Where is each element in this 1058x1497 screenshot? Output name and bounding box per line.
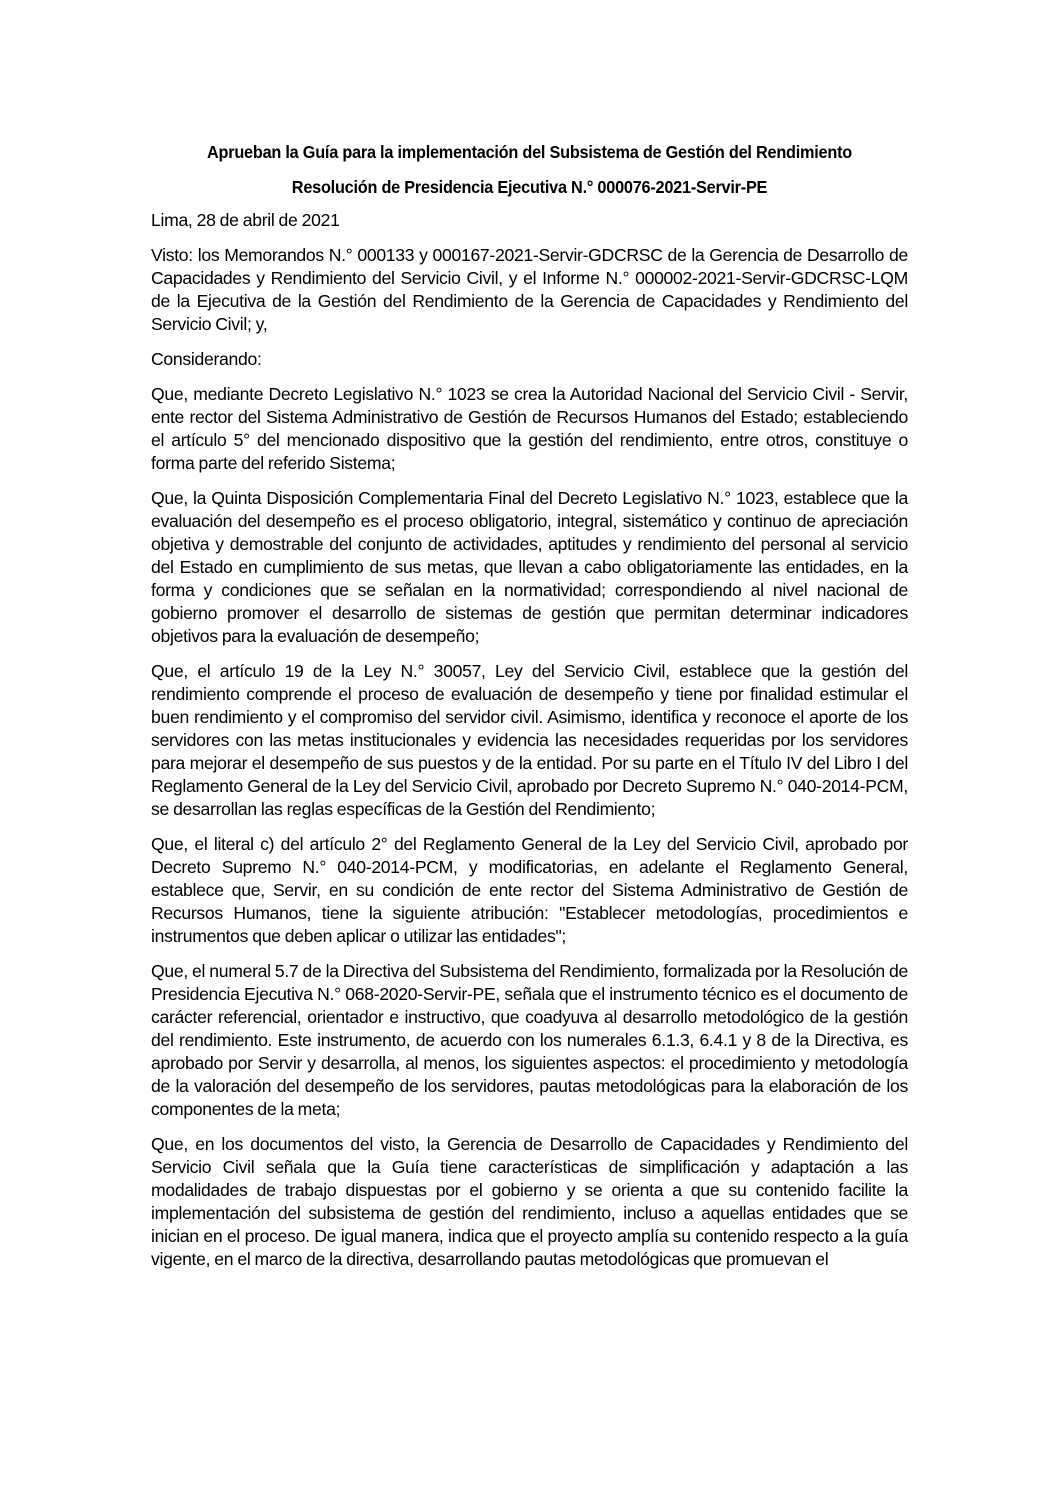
paragraph-ley-30057: Que, el artículo 19 de la Ley N.° 30057, Ley del Servicio Civil, establece que la gestión del rendimiento comprende el proceso de evaluación de desempeño y tiene por finalidad estimular el buen rendimiento y el compromiso del servidor civil. Asimismo, identifica y reconoce el aporte de los servidores con las metas institucionales y evidencia las necesidades requeridas por los servidores para mejorar el desempeño de sus puestos y de la entidad. Por su parte en el Título IV del Libro I del Reglamento General de la Ley del Servicio Civil, aprobado por Decreto Supremo N.° 040-2014-PCM, se desarrollan las reglas específicas de la Gestión del Rendimiento;: [151, 661, 908, 819]
place-date: Lima, 28 de abril de 2021: [151, 210, 340, 230]
paragraph-documentos-visto: Que, en los documentos del visto, la Gerencia de Desarrollo de Capacidades y Rendimiento del Servicio Civil señala que la Guía tiene características de simplificación y adaptación a las modalidades de trabajo dispuestas por el gobierno y se orienta a que su contenido facilite la implementación del subsistema de gestión del rendimiento, incluso a aquellas entidades que se inician en el proceso. De igual manera, indica que el proyecto amplía su contenido respecto a la guía vigente, en el marco de la directiva, desarrollando pautas metodológicas que promuevan el: [151, 1134, 908, 1269]
paragraph-directiva-5-7: Que, el numeral 5.7 de la Directiva del Subsistema del Rendimiento, formalizada por la Resolución de Presidencia Ejecutiva N.° 068-2020-Servir-PE, señala que el instrumento técnico es el documento de carácter referencial, orientador e instructivo, que coadyuva al desarrollo metodológico de la gestión del rendimiento. Este instrumento, de acuerdo con los numerales 6.1.3, 6.4.1 y 8 de la Directiva, es aprobado por Servir y desarrolla, al menos, los siguientes aspectos: el procedimiento y metodología de la valoración del desempeño de los servidores, pautas metodológicas para la elaboración de los componentes de la meta;: [151, 961, 908, 1119]
document-body: [151, 139, 908, 1271]
paragraph-quinta-disposicion: Que, la Quinta Disposición Complementaria Final del Decreto Legislativo N.° 1023, establece que la evaluación del desempeño es el proceso obligatorio, integral, sistemático y continuo de apreciación objetiva y demostrable del conjunto de actividades, aptitudes y rendimiento del personal al servicio del Estado en cumplimiento de sus metas, que llevan a cabo obligatoriamente las entidades, en la forma y condiciones que se señalan en la normatividad; correspondiendo al nivel nacional de gobierno promover el desarrollo de sistemas de gestión que permitan determinar indicadores objetivos para la evaluación de desempeño;: [151, 488, 908, 646]
paragraph-considerando: Considerando:: [151, 349, 262, 369]
paragraph-reglamento-general: Que, el literal c) del artículo 2° del Reglamento General de la Ley del Servicio Civil, aprobado por Decreto Supremo N.° 040-2014-PCM, y modificatorias, en adelante el Reglamento General, establece que, Servir, en su condición de ente rector del Sistema Administrativo de Gestión de Recursos Humanos, tiene la siguiente atribución: "Establecer metodologías, procedimientos e instrumentos que deben aplicar o utilizar las entidades";: [151, 834, 908, 946]
paragraph-decreto-1023: Que, mediante Decreto Legislativo N.° 1023 se crea la Autoridad Nacional del Servicio Civil - Servir, ente rector del Sistema Administrativo de Gestión de Recursos Humanos del Estado; estableciendo el artículo 5° del mencionado dispositivo que la gestión del rendimiento, entre otros, constituye o forma parte del referido Sistema;: [151, 384, 908, 473]
document-title: Aprueban la Guía para la implementación del Subsistema de Gestión del Rendimiento: [207, 142, 852, 162]
paragraph-visto: Visto: los Memorandos N.° 000133 y 000167-2021-Servir-GDCRSC de la Gerencia de Desarrollo de Capacidades y Rendimiento del Servicio Civil, y el Informe N.° 000002-2021-Servir-GDCRSC-LQM de la Ejecutiva de la Gestión del Rendimiento de la Gerencia de Capacidades y Rendimiento del Servicio Civil; y,: [151, 245, 908, 334]
resolution-number: Resolución de Presidencia Ejecutiva N.° 000076-2021-Servir-PE: [291, 177, 768, 197]
